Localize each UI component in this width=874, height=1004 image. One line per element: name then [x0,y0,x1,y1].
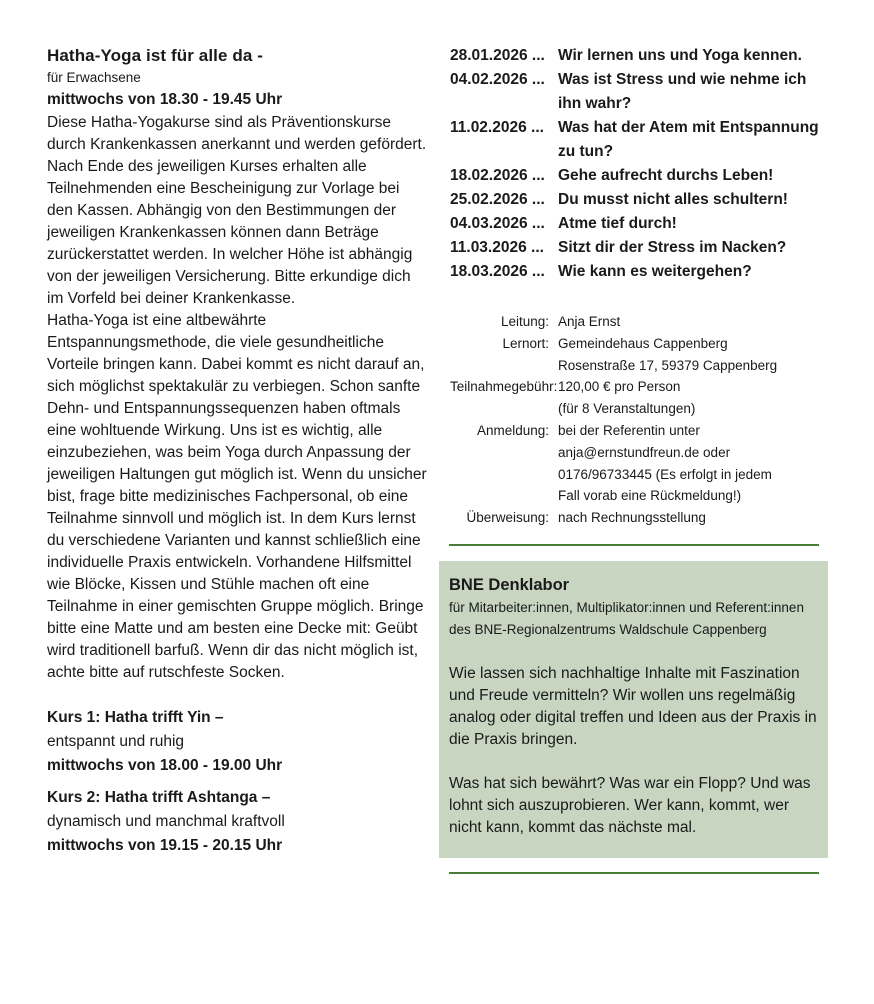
bne-box [439,561,828,858]
info-value [558,333,830,377]
schedule-topic: Wir lernen uns und Yoga kennen. [558,47,802,64]
info-row-gebuehr [450,376,830,420]
info-label: Lernort: [502,335,549,351]
yoga-time: mittwochs von 18.30 - 19.45 Uhr [47,91,283,108]
info-label: Teilnahmegebühr: [450,379,558,395]
info-label: Überweisung: [466,510,549,526]
kurs2-title: Kurs 2: Hatha trifft Ashtanga – [47,789,271,806]
schedule-list [450,44,830,284]
yoga-title: Hatha-Yoga ist für alle da - [47,46,263,65]
schedule-date: 04.03.2026 ... [450,215,545,232]
info-row-lernort [450,333,830,377]
schedule-date: 04.02.2026 ... [450,71,545,88]
anmeldung-line-1: bei der Referentin unter [558,422,700,438]
anmeldung-email[interactable]: anja@ernstundfreun.de oder [558,444,731,460]
info-label: Leitung: [500,314,549,329]
info-value [558,376,830,420]
schedule-topic: Wie kann es weitergehen? [558,263,752,280]
divider-bottom [449,872,819,874]
info-value: nach Rechnungsstellung [558,510,706,526]
yoga-section [47,44,427,858]
schedule-row [450,164,830,188]
schedule-topic: Sitzt dir der Stress im Nacken? [558,239,787,256]
anmeldung-line-4: Fall vorab eine Rückmeldung!) [558,488,742,504]
info-row-leitung [450,311,830,333]
gebuehr-line-2: (für 8 Veranstaltungen) [558,401,696,417]
info-label: Anmeldung: [476,422,549,438]
course-info [450,311,830,529]
schedule-row [450,68,830,116]
info-value: Anja Ernst [558,314,621,329]
bne-paragraph-1: Wie lassen sich nachhaltige Inhalte mit Faszination und Freude vermitteln? Wir wollen uns regelmäßig analog oder digital treffen und Ideen aus der Praxis in die Praxis bringen. [449,665,817,748]
schedule-topic: Was ist Stress und wie nehme ich ihn wahr? [558,71,807,112]
divider-top [449,544,819,546]
kurs1-title: Kurs 1: Hatha trifft Yin – [47,709,224,726]
bne-title: BNE Denklabor [449,576,570,594]
kurs1-time: mittwochs von 18.00 - 19.00 Uhr [47,757,283,774]
info-row-anmeldung [450,420,830,507]
info-row-ueberweisung [450,507,830,529]
kurs2-desc: dynamisch und manchmal kraftvoll [47,813,285,830]
schedule-topic: Was hat der Atem mit Entspannung zu tun? [558,119,819,160]
schedule-row [450,236,830,260]
schedule [450,44,830,284]
schedule-date: 11.03.2026 ... [450,239,544,256]
schedule-date: 11.02.2026 ... [450,119,544,136]
lernort-line-2: Rosenstraße 17, 59379 Cappenberg [558,357,778,373]
yoga-paragraph-1: Diese Hatha-Yogakurse sind als Präventionskurse durch Krankenkassen anerkannt und werden gefördert. Nach Ende des jeweiligen Kurses erhalten alle Teilnehmenden eine Bescheinigung zur Vorlage bei den Kassen. Abhängig von den Bestimmungen der jeweiligen Krankenkassen können dann Beträge zurückerstattet werden. In welcher Höhe ist abhängig von der jeweiligen Versicherung. Bitte erkundige dich im Vorfeld bei deiner Krankenkasse. [47,114,427,307]
yoga-audience: für Erwachsene [47,70,141,85]
anmeldung-phone: 0176/96733445 (Es erfolgt in jedem [558,466,772,482]
schedule-topic: Du musst nicht alles schultern! [558,191,788,208]
schedule-topic: Atme tief durch! [558,215,677,232]
bne-subtitle: für Mitarbeiter:innen, Multiplikator:innen und Referent:innen des BNE-Regionalzentrums Waldschule Cappenberg [449,600,804,637]
lernort-line-1: Gemeindehaus Cappenberg [558,335,728,351]
schedule-date: 28.01.2026 ... [450,47,545,64]
info-value [558,420,830,507]
schedule-date: 18.02.2026 ... [450,167,545,184]
schedule-row [450,260,830,284]
yoga-paragraph-2: Hatha-Yoga ist eine altbewährte Entspannungsmethode, die viele gesundheitliche Vorteile bringen kann. Dabei kommt es nicht darauf an, sich möglichst spektakulär zu verbiegen. Schon sanfte Dehn- und Entspannungssequenzen haben oftmals eine wohltuende Wirkung. Uns ist es wichtig, alle einzubeziehen, was beim Yoga durch Anpassung der jeweiligen Haltungen gut möglich ist. Wenn du unsicher bist, frage bitte medizinisches Fachpersonal, ob eine Teilnahme sinnvoll und möglich ist. In dem Kurs lernst du verschiedene Varianten und kannst schließlich eine individuelle Praxis entwickeln. Vorhandene Hilfsmittel wie Blöcke, Kissen und Stühle machen oft eine Teilnahme in einer gemischten Gruppe möglich. Bringe bitte eine Matte und am besten eine Decke mit: Geübt wird traditionell barfuß. Wenn dir das nicht möglich ist, achte bitte auf rutschfeste Socken. [47,312,427,681]
schedule-row [450,44,830,68]
kurs1-desc: entspannt und ruhig [47,733,185,750]
schedule-row [450,116,830,164]
schedule-date: 18.03.2026 ... [450,263,545,280]
bne-paragraph-2: Was hat sich bewährt? Was war ein Flopp? Und was lohnt sich auszuprobieren. Wer kann, kommt, wer nicht kann, kommt das nächste mal. [449,775,811,836]
schedule-row [450,188,830,212]
schedule-topic: Gehe aufrecht durchs Leben! [558,167,774,184]
kurs2-time: mittwochs von 19.15 - 20.15 Uhr [47,837,283,854]
schedule-row [450,212,830,236]
gebuehr-line-1: 120,00 € pro Person [558,379,681,395]
schedule-date: 25.02.2026 ... [450,191,545,208]
